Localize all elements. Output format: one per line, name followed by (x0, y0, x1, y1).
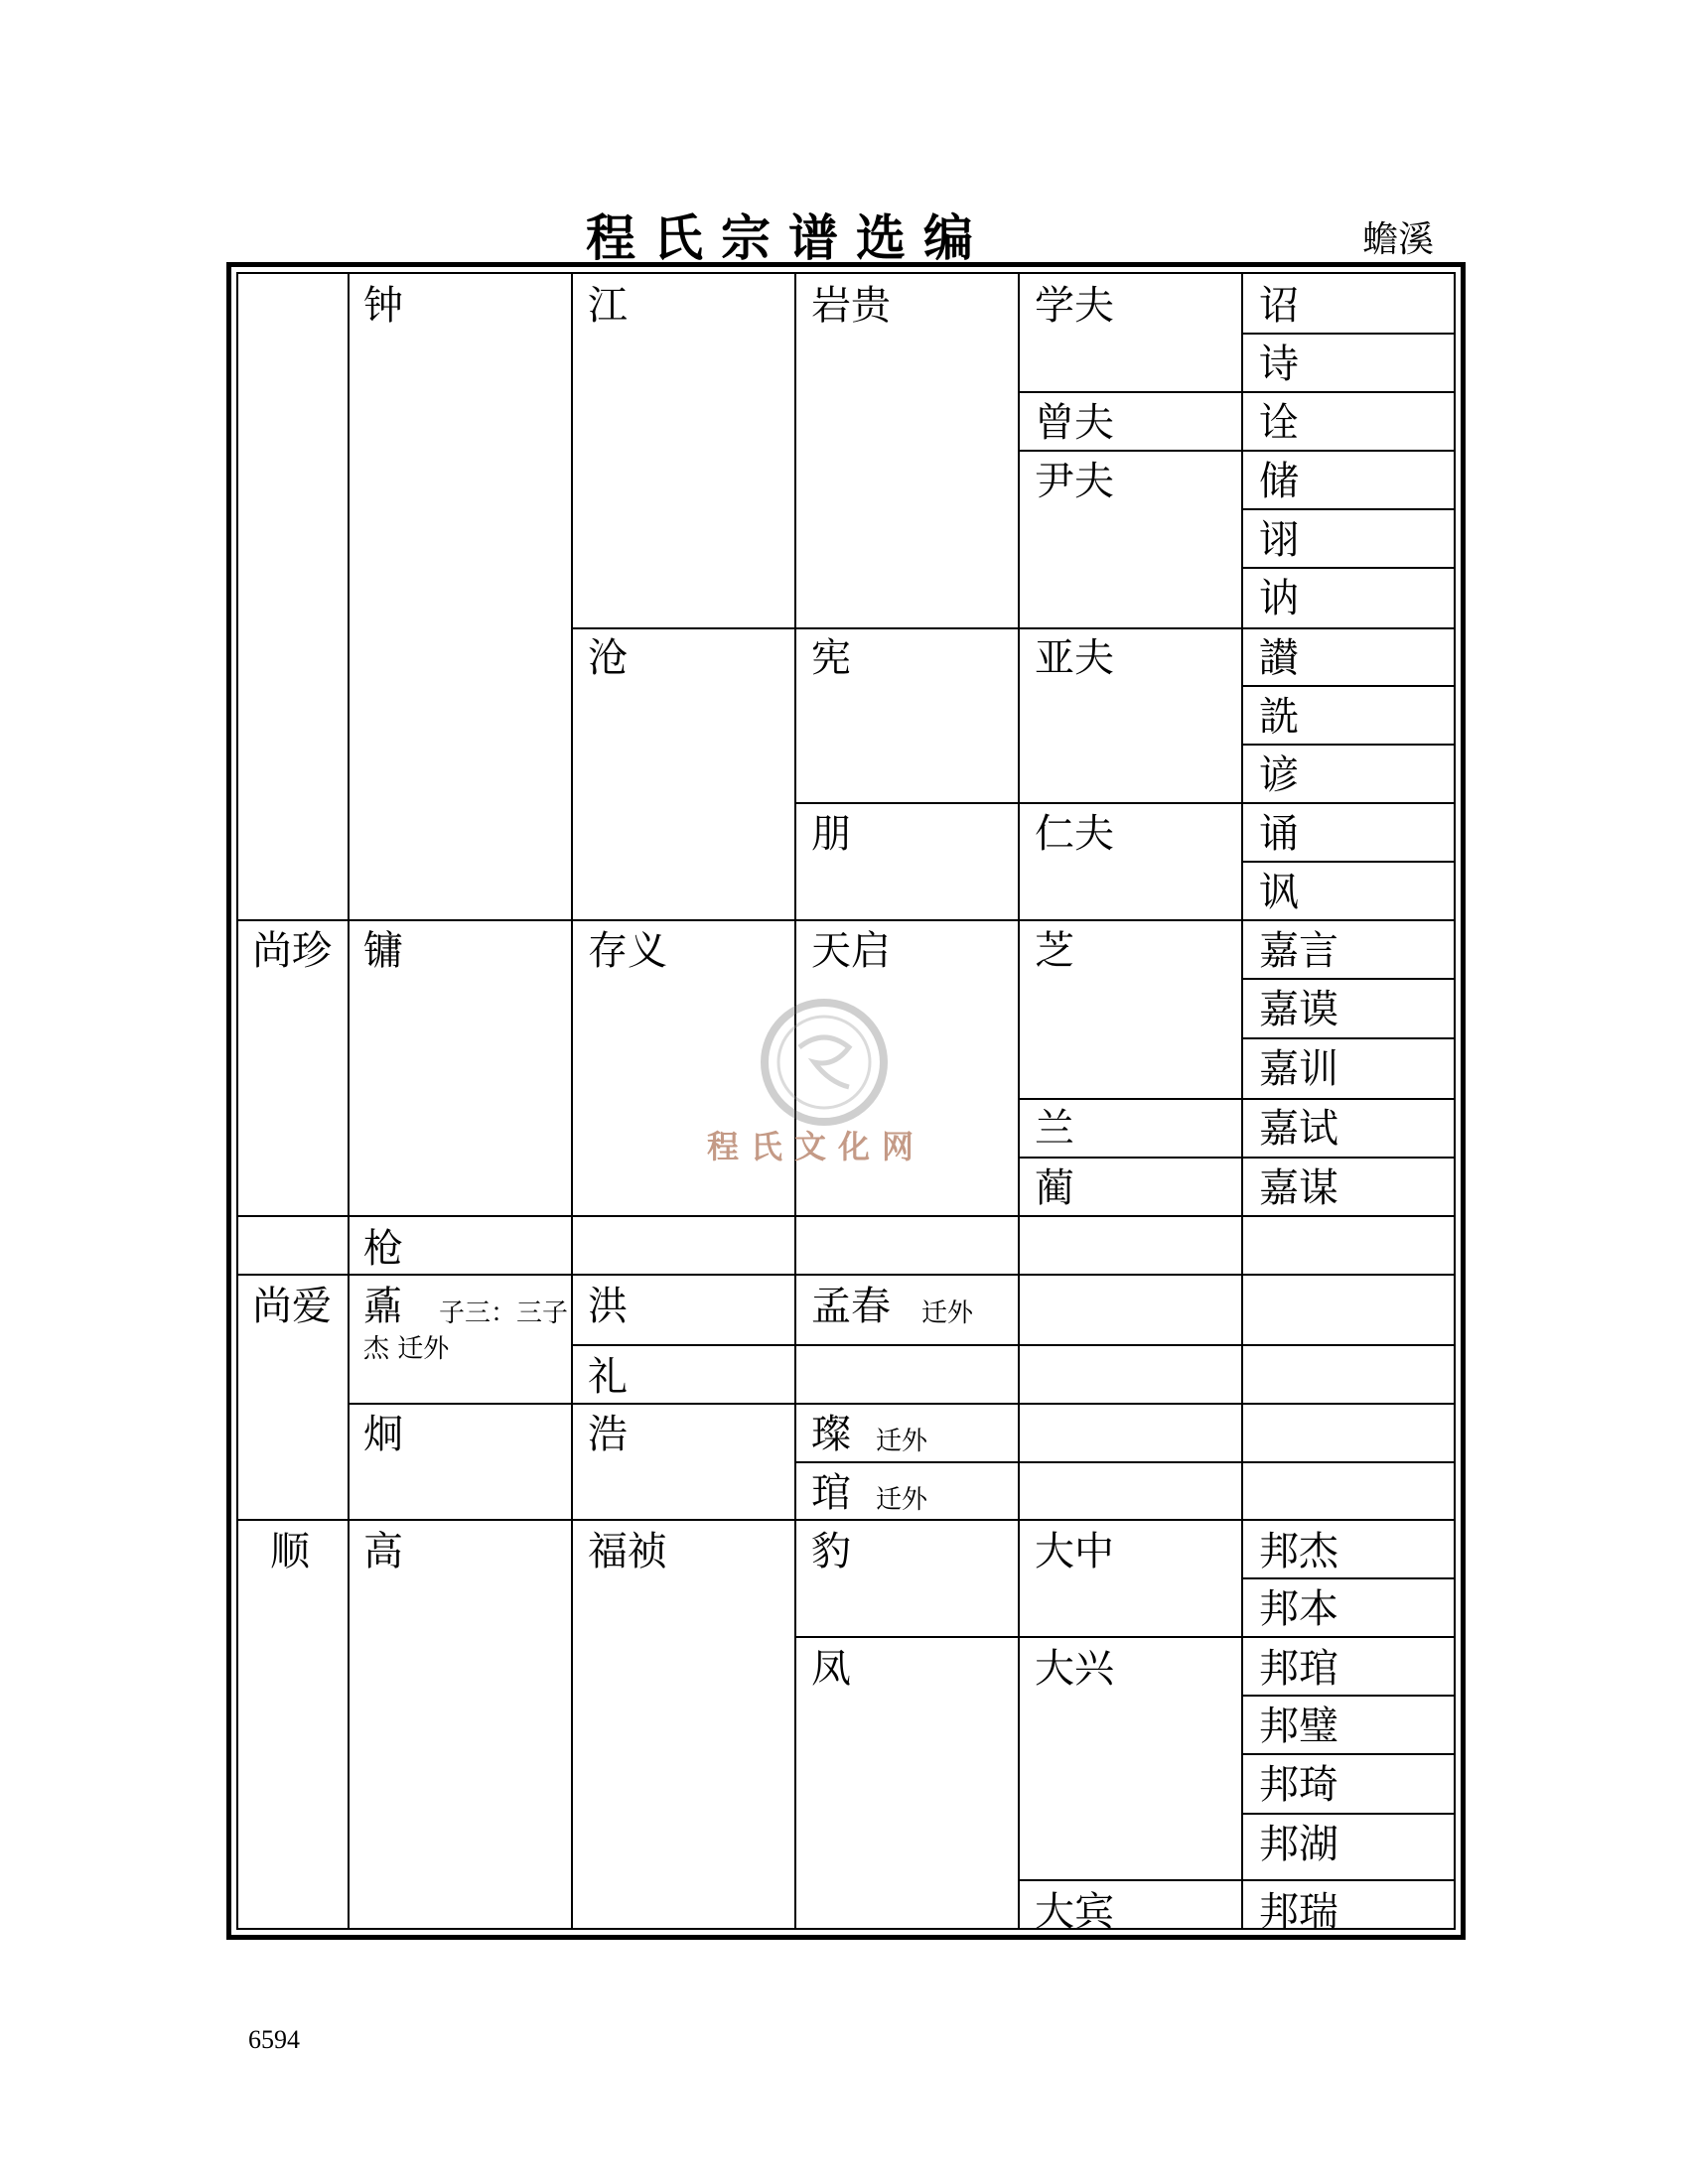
place-name: 蟾溪 (1362, 219, 1435, 260)
generation-6-cell: 邦瑞 (1259, 1889, 1338, 1935)
row-divider (1241, 333, 1456, 335)
generation-6-cell: 诵 (1259, 811, 1299, 857)
row-divider (794, 1461, 1456, 1463)
column-divider (1018, 272, 1020, 1930)
generation-5-cell: 学夫 (1035, 283, 1114, 329)
row-divider (1241, 1813, 1456, 1815)
generation-3-cell: 浩 (588, 1412, 628, 1457)
row-divider (1018, 391, 1456, 393)
generation-6-cell: 诩 (1259, 517, 1299, 563)
generation-6-cell: 谚 (1259, 752, 1299, 798)
annotation-note: 迁外 (921, 1298, 974, 1328)
row-divider (1241, 1695, 1456, 1697)
generation-6-cell: 詵 (1259, 694, 1299, 740)
row-divider (1241, 978, 1456, 980)
generation-6-cell: 邦琯 (1259, 1646, 1338, 1692)
generation-5-cell: 大宾 (1035, 1889, 1114, 1935)
generation-6-cell: 邦本 (1259, 1586, 1338, 1632)
branch-head-cell: 尚爱 (252, 1284, 332, 1329)
row-divider (1018, 1098, 1456, 1100)
generation-3-cell: 江 (588, 283, 628, 329)
row-divider (236, 919, 1456, 921)
row-divider (1241, 567, 1456, 569)
generation-5-cell: 大兴 (1035, 1646, 1114, 1692)
generation-6-cell: 嘉谟 (1259, 987, 1338, 1032)
row-divider (1018, 1879, 1456, 1881)
generation-6-cell: 讽 (1259, 870, 1299, 915)
generation-6-cell: 诠 (1259, 400, 1299, 446)
generation-3-cell: 存义 (588, 928, 667, 974)
annotation-note: 迁外 (876, 1427, 928, 1456)
generation-6-cell: 讃 (1259, 635, 1299, 681)
generation-3-cell: 福祯 (588, 1529, 667, 1574)
generation-5-cell: 芝 (1035, 928, 1074, 974)
seal-watermark-icon (755, 993, 894, 1132)
generation-5-cell: 曾夫 (1035, 400, 1114, 446)
generation-6-cell: 邦杰 (1259, 1529, 1338, 1574)
row-divider (1241, 685, 1456, 687)
row-divider (1241, 508, 1456, 510)
generation-6-cell: 嘉试 (1259, 1106, 1338, 1152)
generation-2-cell: 钟 (363, 283, 403, 329)
column-divider (348, 272, 350, 1930)
book-title: 程氏宗谱选编 (586, 208, 991, 267)
generation-4-cell: 天启 (811, 928, 891, 974)
column-divider (1241, 272, 1243, 1930)
generation-3-cell: 沧 (588, 635, 628, 681)
row-divider (1241, 1037, 1456, 1039)
generation-4-cell: 宪 (811, 635, 851, 681)
generation-6-cell: 邦璧 (1259, 1704, 1338, 1749)
generation-4-cell: 璨 (811, 1412, 851, 1457)
row-divider (1018, 450, 1456, 452)
generation-2-cell: 鼒 (363, 1284, 403, 1329)
row-divider (794, 1636, 1456, 1638)
generation-2-cell: 镛 (363, 928, 403, 974)
generation-2-cell: 高 (363, 1529, 403, 1574)
generation-3-cell: 礼 (588, 1354, 628, 1400)
generation-4-cell: 孟春 (811, 1284, 891, 1329)
generation-6-cell: 诗 (1259, 341, 1299, 387)
row-divider (236, 1274, 1456, 1276)
generation-5-cell: 大中 (1035, 1529, 1114, 1574)
generation-5-cell: 亚夫 (1035, 635, 1114, 681)
row-divider (236, 1215, 1456, 1217)
generation-4-cell: 凤 (811, 1646, 851, 1692)
page-number: 6594 (248, 2025, 300, 2054)
generation-6-cell: 储 (1259, 459, 1299, 504)
generation-4-cell: 琯 (811, 1470, 851, 1516)
generation-5-cell: 仁夫 (1035, 811, 1114, 857)
row-divider (1241, 744, 1456, 746)
row-divider (1241, 1753, 1456, 1755)
row-divider (236, 1519, 1456, 1521)
annotation-note: 子三：三子杰 迁外 (363, 1298, 569, 1365)
generation-6-cell: 邦湖 (1259, 1822, 1338, 1867)
column-divider (571, 272, 573, 1930)
generation-4-cell: 豹 (811, 1529, 851, 1574)
generation-4-cell: 岩贵 (811, 283, 891, 329)
annotation-note: 迁外 (876, 1485, 928, 1515)
generation-2-cell: 枪 (363, 1226, 403, 1272)
generation-5-cell: 尹夫 (1035, 459, 1114, 504)
generation-6-cell: 嘉谋 (1259, 1165, 1338, 1211)
row-divider (571, 1344, 1456, 1346)
generation-6-cell: 讷 (1259, 576, 1299, 621)
row-divider (348, 1403, 1456, 1405)
generation-4-cell: 朋 (811, 811, 851, 857)
row-divider (1018, 1157, 1456, 1159)
generation-6-cell: 诏 (1259, 283, 1299, 329)
branch-head-cell: 尚珍 (252, 928, 332, 974)
generation-6-cell: 嘉言 (1259, 928, 1338, 974)
row-divider (1241, 861, 1456, 863)
generation-3-cell: 洪 (588, 1284, 628, 1329)
watermark-text: 程氏文化网 (707, 1128, 926, 1165)
row-divider (571, 627, 1456, 629)
generation-5-cell: 蔺 (1035, 1165, 1074, 1211)
row-divider (794, 802, 1456, 804)
generation-5-cell: 兰 (1035, 1106, 1074, 1152)
generation-2-cell: 炯 (363, 1412, 403, 1457)
generation-6-cell: 嘉训 (1259, 1046, 1338, 1092)
generation-6-cell: 邦琦 (1259, 1762, 1338, 1808)
row-divider (1241, 1577, 1456, 1579)
branch-head-cell: 顺 (270, 1529, 310, 1574)
